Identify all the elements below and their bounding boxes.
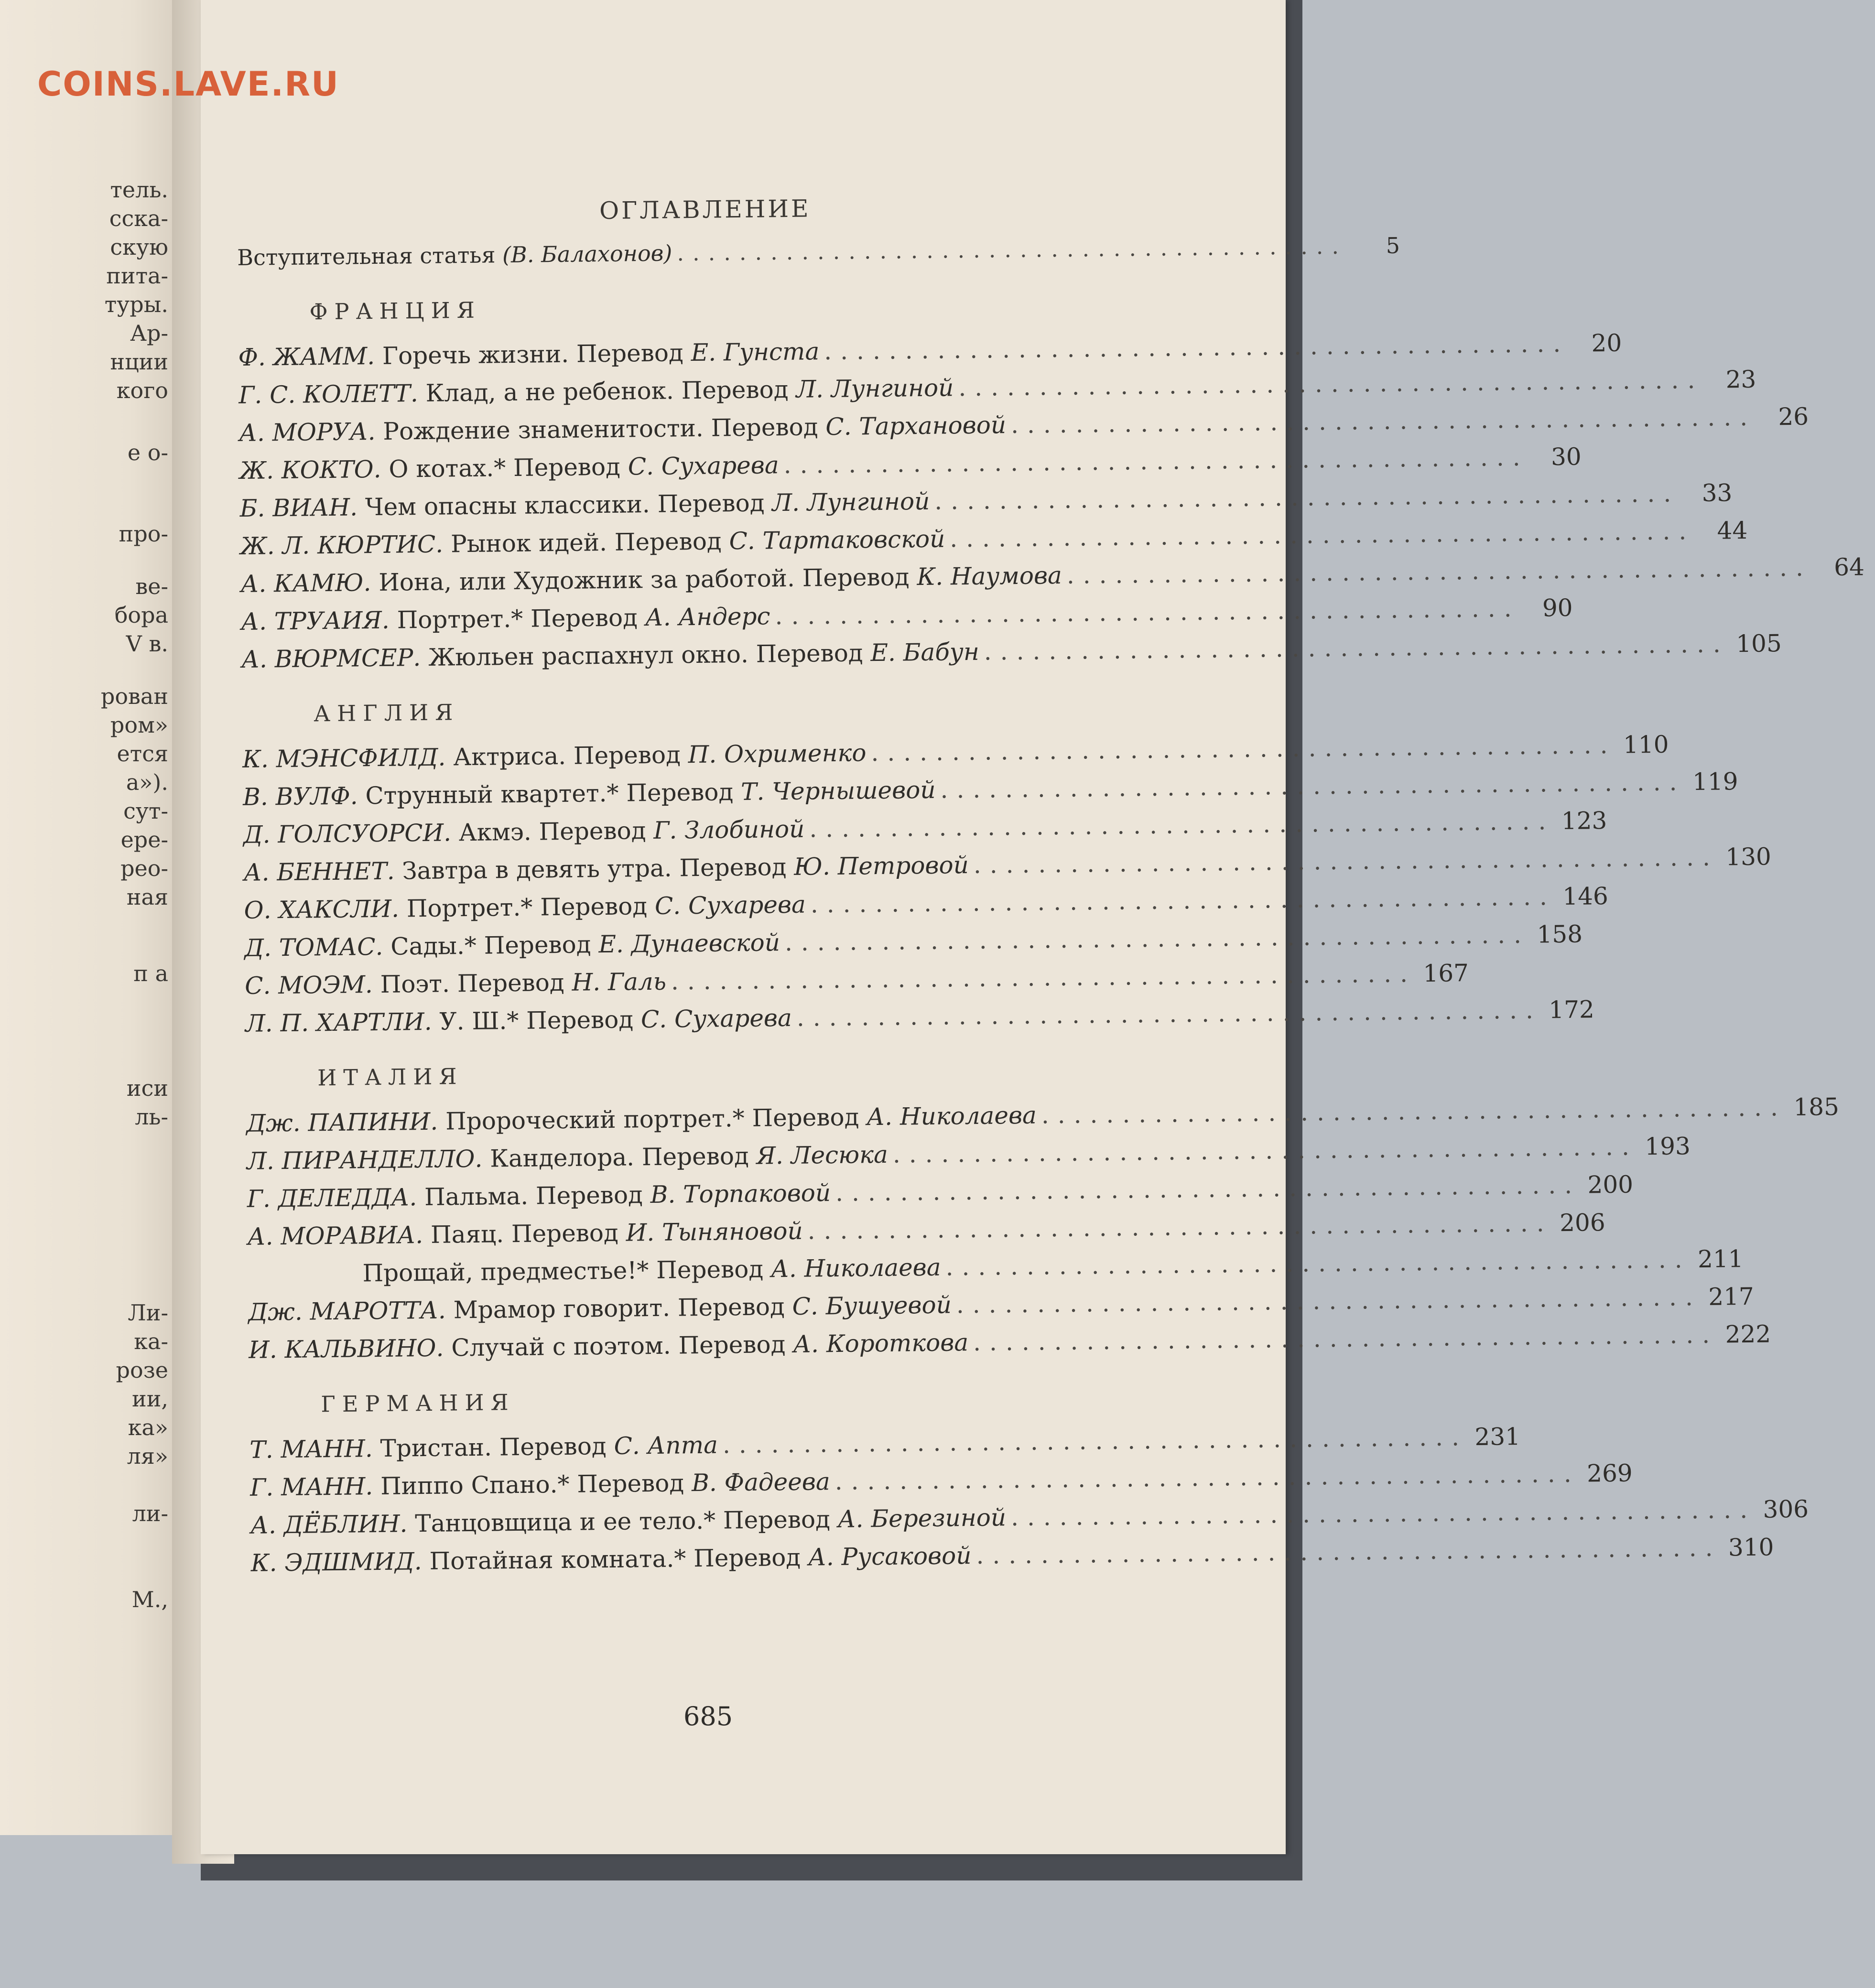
dot-leader: .............................................. (973, 1320, 1719, 1356)
entry-author: Дж. МАРОТТА. (248, 1296, 446, 1326)
entry-translator: Е. Гунста (691, 337, 820, 367)
entry-page-number: 211 (1697, 1245, 1744, 1274)
entry-translator: Е. Дунаевской (598, 929, 780, 959)
entry-page-number: 20 (1591, 329, 1622, 357)
left-page (0, 0, 186, 1835)
entry-author: И. КАЛЬВИНО. (248, 1334, 444, 1364)
left-page-text-fragment: Ар- (130, 320, 168, 346)
entry-author: Д. ГОЛСУОРСИ. (243, 819, 452, 849)
entry-title: Чем опасны классики. Перевод (365, 489, 765, 521)
left-page-text-fragment: ром» (110, 712, 168, 738)
left-page-text-fragment: бора (114, 602, 168, 628)
entry-page-number: 105 (1736, 629, 1782, 658)
dot-leader: .............................................. (824, 329, 1570, 366)
dot-leader: .............................................. (796, 996, 1542, 1032)
entry-title: Прощай, предместье!* Перевод (362, 1255, 764, 1287)
left-page-text-fragment: рео- (120, 855, 168, 881)
entry-author: Ф. ЖАММ. (238, 342, 375, 371)
entry-translator: А. Короткова (792, 1329, 969, 1358)
entry-translator: А. Березиной (837, 1503, 1007, 1533)
entry-author: В. ВУЛФ. (242, 782, 358, 811)
left-page-text-fragment: V в. (126, 631, 168, 657)
dot-leader: .............................................. (783, 443, 1529, 479)
entry-page-number: 90 (1542, 594, 1573, 622)
left-page-text-fragment: ка» (128, 1415, 168, 1440)
left-page-text-fragment: тель. (110, 177, 168, 203)
dot-leader: .............................................. (871, 731, 1616, 767)
entry-author: Г. МАНН. (249, 1472, 373, 1502)
dot-leader: .............................................. (945, 1245, 1691, 1281)
intro-text: Вступительная статья (237, 242, 496, 270)
entry-translator: А. Николаева (770, 1253, 941, 1283)
entry-page-number: 269 (1586, 1459, 1633, 1488)
entry-translator: Г. Злобиной (653, 815, 805, 844)
entry-page-number: 23 (1725, 365, 1756, 394)
left-page-text-fragment: ля» (127, 1443, 168, 1469)
entry-translator: С. Сухарева (640, 1004, 792, 1034)
entry-title: Рынок идей. Перевод (450, 527, 722, 558)
left-page-text-fragment: ная (126, 884, 168, 910)
dot-leader: .............................................. (1010, 1495, 1756, 1532)
dot-leader: .............................................. (940, 768, 1686, 804)
entry-page-number: 158 (1537, 920, 1583, 949)
dot-leader: .............................................. (976, 1534, 1722, 1569)
left-page-text-fragment: ется (117, 741, 168, 767)
entry-translator: С. Сухарева (654, 890, 806, 920)
entry-translator: А. Русаковой (808, 1542, 972, 1571)
dot-leader: .............................................. (892, 1133, 1638, 1168)
entry-translator: К. Наумова (917, 561, 1062, 591)
entry-page-number: 110 (1623, 730, 1669, 759)
entry-page-number: 146 (1562, 882, 1609, 911)
dot-leader: .............................................. (1066, 553, 1812, 589)
entry-title: Сады.* Перевод (390, 930, 591, 961)
entry-translator: Л. Лунгиной (796, 374, 954, 403)
entry-title: Поэт. Перевод (380, 968, 564, 998)
entry-author: Б. ВИАН. (239, 493, 358, 522)
dot-leader: .............................................. (775, 594, 1520, 630)
entry-author: О. ХАКСЛИ. (244, 895, 400, 924)
entry-title: Пророческий портрет.* Перевод (445, 1103, 859, 1135)
dot-leader: .............................................. (671, 960, 1417, 995)
entry-author: А. ТРУАИЯ. (240, 606, 390, 636)
dot-leader: .............................................. (807, 1209, 1553, 1245)
left-page-text-fragment: скую (110, 234, 168, 260)
entry-title: Паяц. Перевод (430, 1219, 619, 1249)
left-page-text-fragment: ве- (135, 573, 168, 599)
entry-title: У. Ш.* Перевод (439, 1005, 634, 1036)
entry-translator: С. Апта (614, 1431, 718, 1460)
left-page-text-fragment: туры. (104, 292, 168, 317)
entry-title: Портрет.* Перевод (397, 604, 638, 634)
left-page-text-fragment: ль- (135, 1104, 168, 1130)
entry-author: Дж. ПАПИНИ. (246, 1107, 438, 1137)
entry-title: Случай с поэтом. Перевод (451, 1330, 786, 1362)
entry-page-number: 130 (1725, 843, 1772, 871)
left-page-text-fragment: ии, (132, 1386, 168, 1412)
entry-translator: С. Сухарева (628, 451, 779, 481)
entry-page-number: 310 (1728, 1533, 1774, 1562)
entry-title: Струнный квартет.* Перевод (365, 778, 734, 810)
table-of-contents (237, 190, 1865, 1582)
entry-page-number: 64 (1833, 553, 1865, 582)
entry-page-number: 200 (1587, 1170, 1634, 1199)
entry-author: А. ДЁБЛИН. (250, 1510, 408, 1539)
entry-title: Портрет.* Перевод (406, 892, 648, 923)
entry-author: Ж. Л. КЮРТИС. (240, 530, 444, 560)
left-page-text-fragment: ере- (120, 827, 168, 853)
entry-title: Пальма. Перевод (424, 1181, 643, 1211)
entry-page-number: 222 (1725, 1320, 1771, 1349)
dot-leader: .............................................. (984, 630, 1730, 666)
left-page-text-fragment: ка- (134, 1329, 168, 1354)
entry-title: Клад, а не ребенок. Перевод (425, 375, 789, 407)
entry-page-number: 206 (1559, 1209, 1605, 1237)
entry-author: К. ЭДШМИД. (250, 1547, 422, 1577)
entry-translator: Т. Чернышевой (740, 776, 936, 806)
entry-page-number: 26 (1778, 402, 1809, 431)
right-page (201, 0, 1865, 1854)
left-page-text-fragment: М., (131, 1587, 168, 1612)
entry-title: Горечь жизни. Перевод (382, 339, 684, 370)
entry-translator: С. Тархановой (825, 411, 1007, 441)
entry-title: Мрамор говорит. Перевод (453, 1293, 785, 1324)
toc-intro-entry (237, 228, 1400, 277)
entry-title: Канделора. Перевод (489, 1142, 749, 1173)
left-page-text-fragment: п а (133, 961, 168, 986)
entry-title: Акмэ. Перевод (458, 817, 646, 847)
entry-translator: Е. Бабун (870, 637, 980, 667)
entry-author: Ж. КОКТО. (239, 455, 381, 485)
dot-leader: .............................................. (1041, 1093, 1787, 1129)
entry-author: А. БЕННЕТ. (243, 857, 395, 886)
entry-translator: В. Торпаковой (650, 1179, 831, 1209)
entry-author: А. ВЮРМСЕР. (241, 644, 421, 673)
left-page-text-fragment: Ли- (128, 1300, 168, 1326)
entry-title: Пиппо Спано.* Перевод (380, 1469, 684, 1500)
entry-page-number: 119 (1692, 767, 1738, 796)
entry-page-number: 193 (1645, 1132, 1691, 1161)
entry-translator: И. Тыняновой (626, 1217, 803, 1247)
section-heading: ИТАЛИЯ (317, 1063, 464, 1091)
entry-title: Актриса. Перевод (453, 741, 681, 771)
left-page-text-fragment: про- (119, 521, 168, 547)
entry-title: Потайная комната.* Перевод (429, 1543, 801, 1575)
entry-translator: Ю. Петровой (793, 851, 969, 881)
entry-page-number: 231 (1474, 1423, 1521, 1451)
left-page-text-fragment: сска- (109, 205, 168, 231)
entry-author: Л. П. ХАРТЛИ. (245, 1007, 432, 1037)
entry-author: К. МЭНСФИЛД. (242, 743, 446, 773)
entry-translator: С. Бушуевой (792, 1291, 952, 1320)
watermark: COINS.LAVE.RU (37, 65, 339, 104)
left-page-text-fragment: кого (116, 378, 168, 403)
entry-author: С. МОЭМ. (244, 971, 373, 1000)
dot-leader: .............................................. (722, 1423, 1468, 1459)
dot-leader: .............................................. (949, 517, 1695, 553)
dot-leader: .............................................. (784, 920, 1530, 957)
left-page-text-fragment: иси (126, 1075, 168, 1101)
section-heading: АНГЛИЯ (313, 699, 460, 727)
dot-leader: .............................................. (810, 883, 1556, 918)
left-page-text-fragment: а»). (126, 769, 168, 795)
entry-page-number: 167 (1423, 959, 1469, 988)
entry-translator: В. Фадеева (691, 1468, 830, 1497)
toc-title: ОГЛАВЛЕНИЕ (599, 194, 811, 225)
entry-title: Танцовщица и ее тело.* Перевод (414, 1505, 831, 1538)
entry-translator: С. Тартаковской (729, 525, 945, 555)
entry-title: Иона, или Художник за работой. Перевод (378, 563, 910, 596)
page-number: 685 (683, 1701, 733, 1731)
left-page-text-fragment: рован (100, 683, 168, 709)
entry-author: Т. МАНН. (249, 1435, 373, 1464)
entry-author: Д. ТОМАС. (244, 932, 383, 962)
left-page-text-fragment: сут- (123, 798, 168, 824)
dot-leader: .............................................. (958, 366, 1704, 402)
intro-translator: (В. Балахонов) (502, 240, 672, 268)
entry-page-number: 172 (1549, 995, 1595, 1024)
dot-leader: .............................................. (809, 807, 1555, 843)
entry-author: А. МОРАВИА. (247, 1221, 423, 1251)
entry-page-number: 33 (1702, 479, 1733, 507)
entry-translator: П. Охрименко (688, 739, 867, 769)
entry-title: О котах.* Перевод (389, 453, 621, 483)
entry-author: Г. ДЕЛЕДДА. (247, 1183, 417, 1213)
left-page-text-fragment: пита- (106, 263, 168, 289)
entry-title: Завтра в девять утра. Перевод (402, 853, 787, 885)
dot-leader: .............................................. (956, 1283, 1702, 1319)
entry-translator: Н. Галь (572, 967, 667, 996)
toc-sections (238, 285, 1865, 1582)
entry-page-number: 217 (1708, 1282, 1755, 1311)
entry-page-number: 44 (1717, 516, 1748, 545)
entry-author: Л. ПИРАНДЕЛЛО. (246, 1145, 483, 1175)
entry-author: А. КАМЮ. (240, 569, 371, 598)
dot-leader: .............................................. (835, 1171, 1581, 1207)
entry-translator: А. Николаева (866, 1101, 1037, 1131)
left-page-text-fragment: розе (116, 1357, 168, 1383)
entry-page-number: 306 (1763, 1495, 1809, 1523)
entry-page-number: 30 (1550, 443, 1582, 471)
entry-author: Г. С. КОЛЕТТ. (238, 379, 418, 409)
dot-leader: .............................................. (835, 1459, 1580, 1496)
dot-leader: .............................................. (1010, 403, 1756, 439)
section-heading: ГЕРМАНИЯ (321, 1389, 515, 1417)
dot-leader: .............................................. (973, 843, 1719, 879)
entry-translator: Я. Лесюка (756, 1140, 889, 1170)
left-page-text-fragment: ли- (132, 1501, 168, 1526)
intro-page-number: 5 (1386, 232, 1400, 259)
dot-leader: .............................................. (934, 479, 1680, 515)
entry-title: Тристан. Перевод (380, 1432, 607, 1462)
entry-author: А. МОРУА. (238, 417, 376, 447)
left-page-text-fragment: е о- (127, 440, 168, 465)
entry-title: Рождение знаменитости. Перевод (383, 413, 818, 445)
dot-leader: ........................................... (677, 233, 1348, 266)
entry-translator: А. Андерс (645, 602, 770, 632)
entry-page-number: 185 (1793, 1092, 1840, 1121)
section-heading: ФРАНЦИЯ (309, 297, 482, 325)
left-page-text-fragment: нции (110, 349, 168, 375)
entry-page-number: 123 (1561, 807, 1607, 835)
entry-title: Жюльен распахнул окно. Перевод (428, 639, 863, 671)
entry-translator: Л. Лунгиной (772, 487, 930, 517)
